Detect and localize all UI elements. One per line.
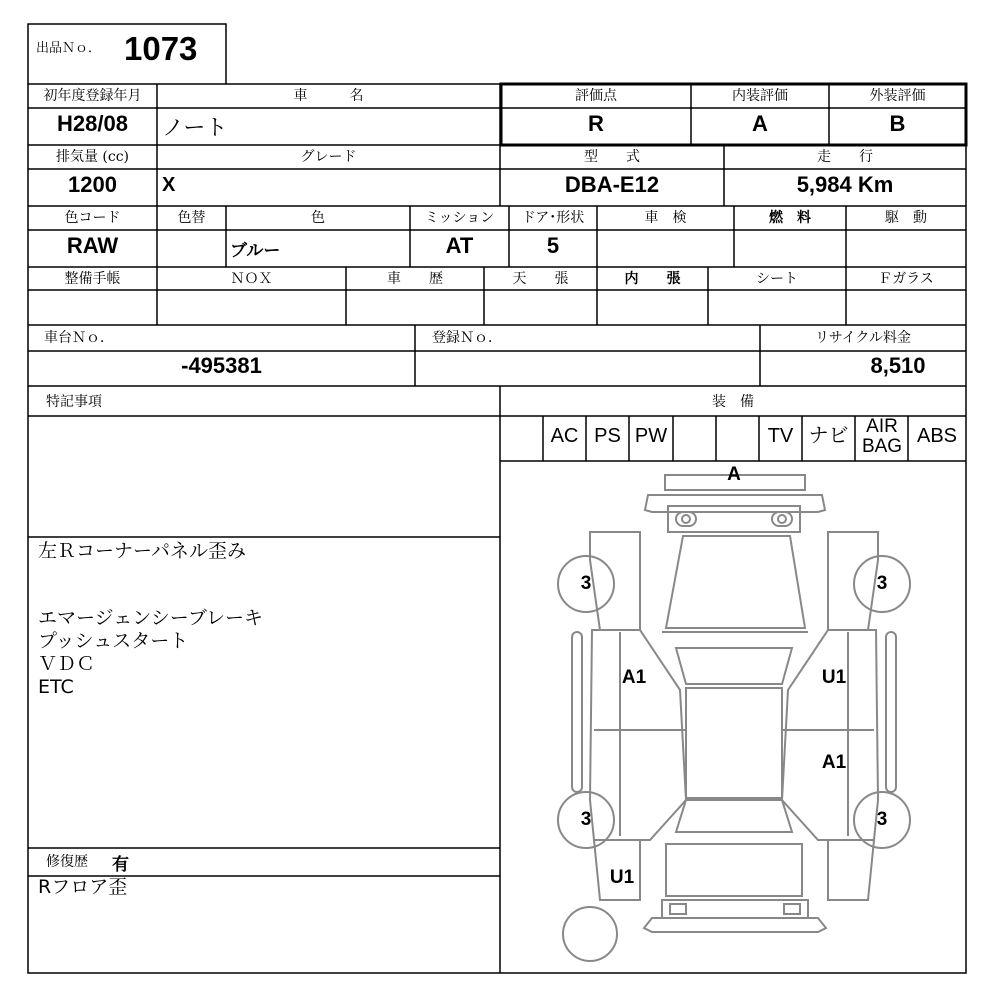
type-value: DBA-E12 [564, 172, 660, 197]
drive-label: 駆 動 [885, 210, 927, 226]
inspection-label: 車 検 [644, 210, 687, 226]
mark-front-bumper: A [727, 464, 741, 485]
doors-value: 5 [546, 233, 560, 258]
lot-number: 1073 [124, 30, 198, 67]
chassis-label: 車台Ｎｏ． [44, 330, 114, 346]
mark-front-right-wheel: 3 [876, 573, 888, 594]
reg-no-label: 登録Ｎｏ． [432, 330, 502, 346]
registration-value: H28/08 [57, 111, 128, 136]
headliner-label: 天 張 [512, 271, 569, 287]
registration-label: 初年度登録年月 [43, 88, 142, 104]
grade-label: グレード [300, 149, 357, 165]
service-record-label: 整備手帳 [64, 271, 121, 287]
displacement-label: 排気量 (cc) [55, 149, 130, 165]
mark-rear-left-corner: U1 [609, 867, 635, 888]
equipment-ps: PS [594, 425, 621, 447]
exterior-value: B [889, 111, 906, 136]
color-change-label: 色替 [177, 210, 206, 226]
note-line-4: ＶＤＣ [38, 653, 96, 675]
fuel-label: 燃 料 [769, 210, 811, 226]
repair-history-label: 修復歴 [46, 854, 88, 870]
transmission-value: AT [445, 233, 474, 258]
car-damage-diagram [500, 461, 966, 973]
recycle-value: 8,510 [870, 353, 926, 378]
vehicle-history-label: 車 歴 [387, 271, 443, 287]
color-code-value: RAW [66, 233, 119, 258]
mark-right-front-door: U1 [821, 667, 847, 688]
mark-left-front-door: A1 [621, 667, 647, 688]
doors-label: ドア･形状 [521, 210, 585, 226]
model-value: ノート [162, 116, 228, 141]
recycle-label: リサイクル料金 [814, 330, 912, 346]
mileage-value: 5,984 Km [796, 172, 894, 197]
interior-trim-label: 内 張 [624, 271, 681, 287]
color-code-label: 色コード [64, 210, 121, 226]
equipment-abs: ABS [916, 425, 958, 447]
equipment-navi: ナビ [808, 425, 849, 447]
color-value: ブルー [230, 241, 281, 261]
color-label: 色 [311, 210, 325, 226]
chassis-value: -495381 [181, 353, 262, 378]
lot-label: 出品Ｎｏ． [36, 41, 102, 56]
nox-label: ＮＯＸ [230, 271, 273, 287]
equipment-tv: TV [767, 425, 794, 447]
equipment-ac: AC [550, 425, 579, 447]
mark-rear-left-wheel: 3 [580, 809, 592, 830]
repair-history-value: 有 [112, 855, 129, 875]
mileage-label: 走 行 [817, 149, 873, 165]
note-line-1: 左Ｒコーナーパネル歪み [38, 540, 247, 562]
note-line-5: ETC [38, 676, 74, 698]
model-label: 車 名 [293, 88, 364, 104]
mark-right-rear-door: A1 [821, 752, 847, 773]
repair-detail: Rフロア歪 [38, 876, 128, 898]
interior-value: A [752, 111, 768, 136]
score-label: 評価点 [575, 88, 617, 104]
interior-label: 内装評価 [732, 88, 788, 104]
grade-value: X [162, 174, 176, 196]
front-glass-label: Ｆガラス [878, 271, 934, 287]
mark-front-left-wheel: 3 [580, 573, 592, 594]
displacement-value: 1200 [68, 172, 117, 197]
score-value: R [588, 111, 604, 136]
transmission-label: ミッション [424, 210, 495, 226]
equipment-airbag: AIR BAG [861, 416, 903, 457]
note-line-3: プッシュスタート [38, 630, 189, 652]
equipment-label: 装 備 [712, 394, 754, 410]
type-label: 型 式 [584, 149, 640, 165]
note-line-2: エマージェンシーブレーキ [38, 607, 264, 629]
seat-label: シート [756, 271, 798, 287]
mark-rear-right-wheel: 3 [876, 809, 888, 830]
equipment-pw: PW [634, 425, 668, 447]
notes-label: 特記事項 [46, 394, 102, 410]
exterior-label: 外装評価 [869, 88, 926, 104]
